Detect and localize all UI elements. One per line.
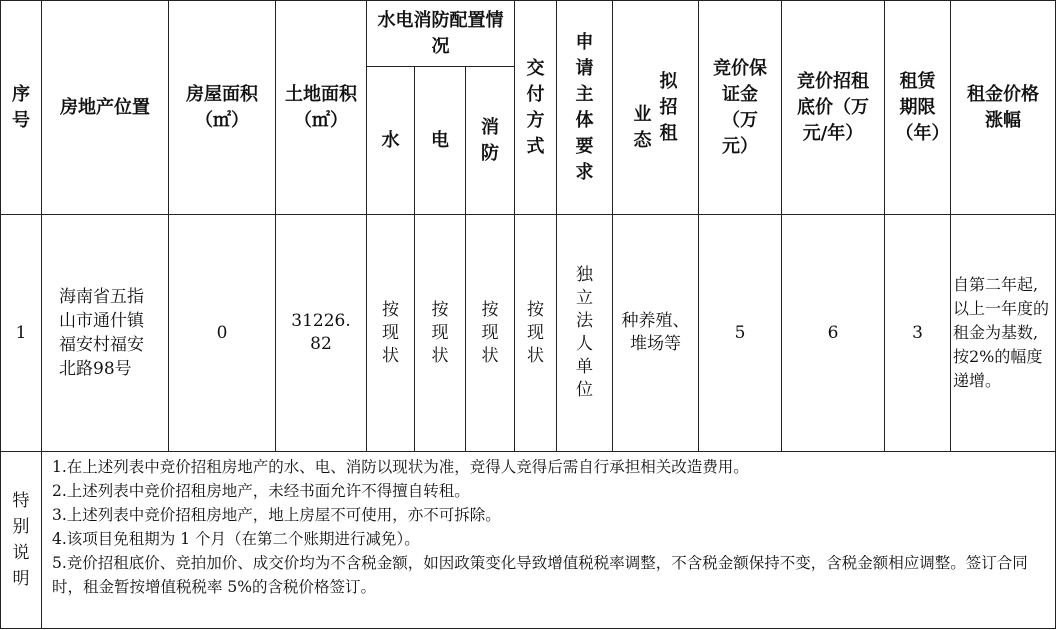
header-utilities-group: [366, 0, 515, 67]
header-delivery: [514, 0, 557, 215]
header-utilities-group-text: 水电消防配置情况: [377, 9, 504, 57]
row-1-applicant-req-text: 独立法人单位: [576, 265, 593, 400]
header-base-price-text: 竞价招租底价（万元/年）: [797, 70, 869, 144]
row-1-location-text: 海南省五指山市通什镇福安村福安北路98号: [59, 287, 144, 379]
header-electricity: [414, 66, 466, 215]
special-note-item: 2.上述列表中竞价招租房地产，未经书面允许不得擅自转租。: [52, 482, 470, 500]
row-1-base-price-text: 6: [827, 322, 839, 343]
row-1-location: [41, 214, 169, 452]
row-1-seq-text: 1: [15, 322, 27, 343]
row-1-water-text: 按现状: [382, 299, 399, 366]
header-land-area-text: 土地面积（㎡）: [285, 83, 357, 131]
special-note-item: 3.上述列表中竞价招租房地产，地上房屋不可使用，亦不可拆除。: [52, 506, 501, 524]
header-term-text: 租赁期限（年）: [895, 70, 950, 144]
header-term: [884, 0, 951, 215]
header-seq: [0, 0, 42, 215]
row-1-applicant-req: [556, 214, 613, 452]
row-1-land-area: [275, 214, 367, 452]
header-house-area: [168, 0, 276, 215]
row-1-seq: [0, 214, 42, 452]
header-deposit: [698, 0, 782, 215]
special-note-item: 1.在上述列表中竞价招租房地产的水、电、消防以现状为准，竞得人竞得后需自行承担相关改造费用。: [52, 458, 749, 476]
row-1-fire-text: 按现状: [481, 299, 499, 366]
row-1-business: [612, 214, 699, 452]
header-business: [612, 0, 699, 215]
row-1-deposit: [698, 214, 782, 452]
row-1-water: [366, 214, 415, 452]
row-1-delivery: [514, 214, 557, 452]
header-water: [366, 66, 415, 215]
header-delivery-text: 交付方式: [526, 57, 545, 157]
row-1-increase: [950, 214, 1056, 452]
header-deposit-text: 竞价保证金（万元）: [713, 57, 767, 157]
row-1-house-area: [168, 214, 276, 452]
row-1-deposit-text: 5: [734, 322, 746, 343]
special-note-item: 4.该项目免租期为 1 个月（在第二个账期进行减免）。: [52, 530, 420, 548]
header-applicant-req-text: 申请主体要求: [575, 31, 594, 183]
row-1-delivery-text: 按现状: [527, 299, 544, 366]
header-business-right-text: 拟招租: [659, 70, 678, 144]
special-notes-label-text: 特别说明: [12, 491, 30, 589]
header-house-area-text: 房屋面积（㎡）: [186, 83, 258, 131]
row-1-base-price: [781, 214, 885, 452]
row-1-house-area-text: 0: [216, 322, 228, 343]
special-notes-label: [0, 451, 42, 629]
row-1-fire: [465, 214, 515, 452]
row-1-term: [884, 214, 951, 452]
header-business-left-text: 业态: [633, 103, 652, 151]
header-fire: [465, 66, 515, 215]
header-increase: [950, 0, 1056, 215]
row-1-electricity: [414, 214, 466, 452]
header-water-text: 水: [381, 129, 400, 151]
header-location-text: 房地产位置: [60, 96, 150, 118]
row-1-term-text: 3: [912, 322, 923, 343]
row-1-land-area-text: 31226.82: [291, 311, 351, 354]
header-seq-text: 序号: [12, 83, 30, 131]
row-1-business-text: 种养殖、堆场等: [621, 311, 690, 354]
header-land-area: [275, 0, 367, 215]
header-location: [41, 0, 169, 215]
special-notes-content: [41, 451, 1056, 629]
header-applicant-req: [556, 0, 613, 215]
special-note-item: 5.竞价招租底价、竞拍加价、成交价均为不含税金额，如因政策变化导致增值税税率调整，不含税金额保持不变，含税金额相应调整。签订合同时，租金暂按增值税税率 5%的含税价格签订。: [52, 554, 1028, 596]
row-1-increase-text: 自第二年起,以上一年度的租金为基数,按2%的幅度递增。: [953, 275, 1050, 390]
header-increase-text: 租金价格涨幅: [967, 83, 1039, 131]
header-base-price: [781, 0, 885, 215]
header-electricity-text: 电: [431, 129, 449, 151]
row-1-electricity-text: 按现状: [431, 299, 449, 366]
header-fire-text: 消防: [481, 116, 499, 164]
